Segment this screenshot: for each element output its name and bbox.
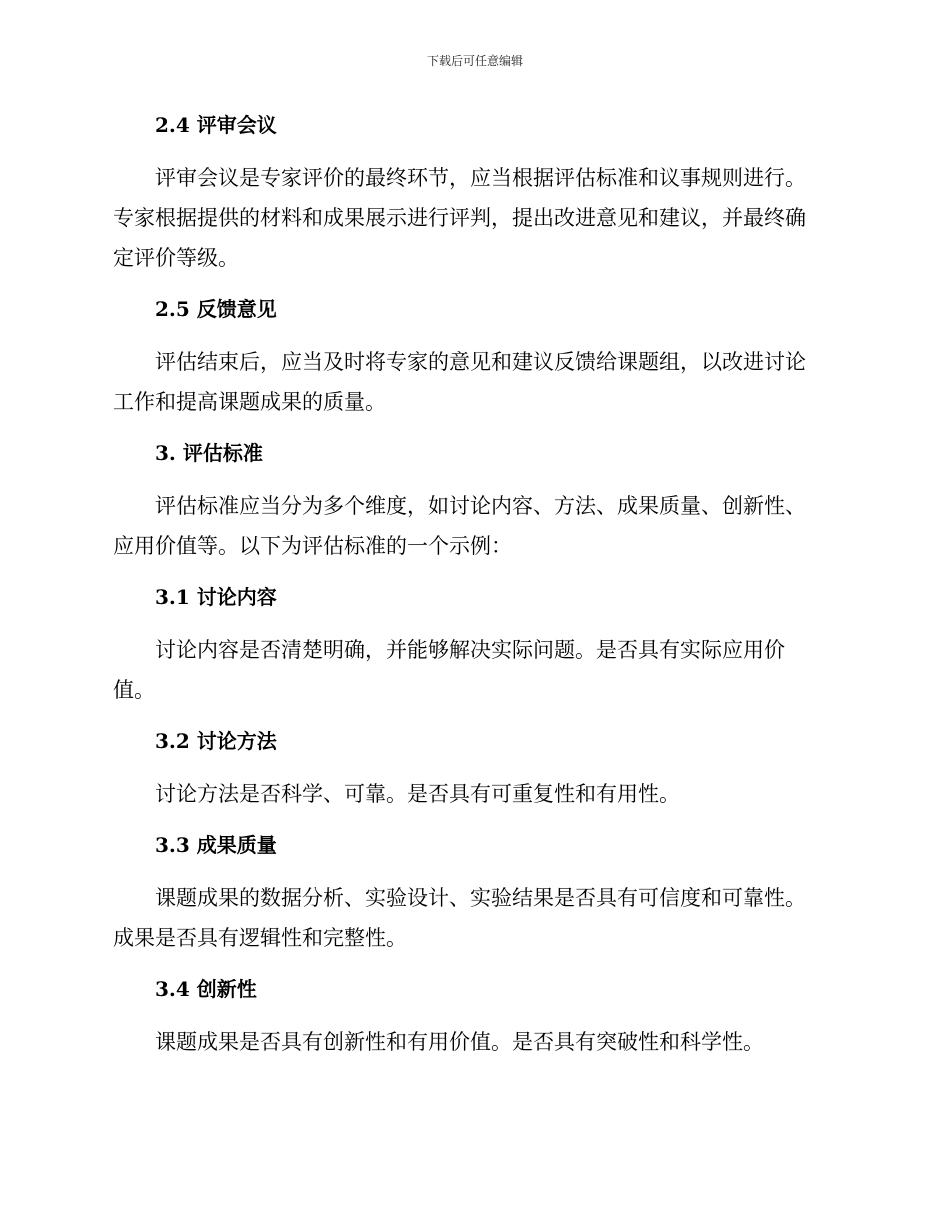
- paragraph-line: 评估结束后，应当及时将专家的意见和建议反馈给课题组，以改进讨论: [155, 350, 806, 374]
- paragraph-line: 讨论方法是否科学、可靠。是否具有可重复性和有用性。: [155, 782, 680, 806]
- section-2-5: [113, 294, 838, 438]
- section-paragraph: [113, 342, 838, 422]
- section-heading: 3.2 讨论方法: [155, 729, 277, 753]
- paragraph-line: 值。: [113, 678, 155, 702]
- paragraph-line: 评审会议是专家评价的最终环节，应当根据评估标准和议事规则进行。: [155, 166, 806, 190]
- section-paragraph: [113, 486, 838, 566]
- section-heading: 3.3 成果质量: [155, 833, 277, 857]
- section-paragraph: [113, 878, 838, 958]
- section-3: [113, 438, 838, 582]
- paragraph-line: 专家根据提供的材料和成果展示进行评判，提出改进意见和建议，并最终确: [113, 206, 806, 230]
- section-2-4: [113, 110, 838, 294]
- paragraph-line: 工作和提高课题成果的质量。: [113, 390, 386, 414]
- section-paragraph: [113, 630, 838, 710]
- paragraph-line: 评估标准应当分为多个维度，如讨论内容、方法、成果质量、创新性、: [155, 494, 806, 518]
- section-heading: 3. 评估标准: [155, 441, 263, 465]
- section-paragraph: [113, 158, 838, 278]
- paragraph-line: 定评价等级。: [113, 246, 239, 270]
- paragraph-line: 讨论内容是否清楚明确，并能够解决实际问题。是否具有实际应用价: [155, 638, 785, 662]
- section-3-1: [113, 582, 838, 726]
- paragraph-line: 课题成果的数据分析、实验设计、实验结果是否具有可信度和可靠性。: [155, 886, 806, 910]
- section-paragraph: [113, 1022, 838, 1062]
- section-3-4: [113, 974, 838, 1062]
- paragraph-line: 课题成果是否具有创新性和有用价值。是否具有突破性和科学性。: [155, 1030, 764, 1054]
- paragraph-line: 成果是否具有逻辑性和完整性。: [113, 926, 407, 950]
- section-heading: 3.1 讨论内容: [155, 585, 277, 609]
- document-body: [113, 110, 838, 1062]
- section-3-3: [113, 830, 838, 974]
- section-3-2: [113, 726, 838, 830]
- section-heading: 2.5 反馈意见: [155, 297, 277, 321]
- section-heading: 3.4 创新性: [155, 977, 257, 1001]
- paragraph-line: 应用价值等。以下为评估标准的一个示例：: [113, 534, 512, 558]
- section-paragraph: [113, 774, 838, 814]
- page-header: 下载后可任意编辑: [426, 54, 523, 68]
- section-heading: 2.4 评审会议: [155, 113, 277, 137]
